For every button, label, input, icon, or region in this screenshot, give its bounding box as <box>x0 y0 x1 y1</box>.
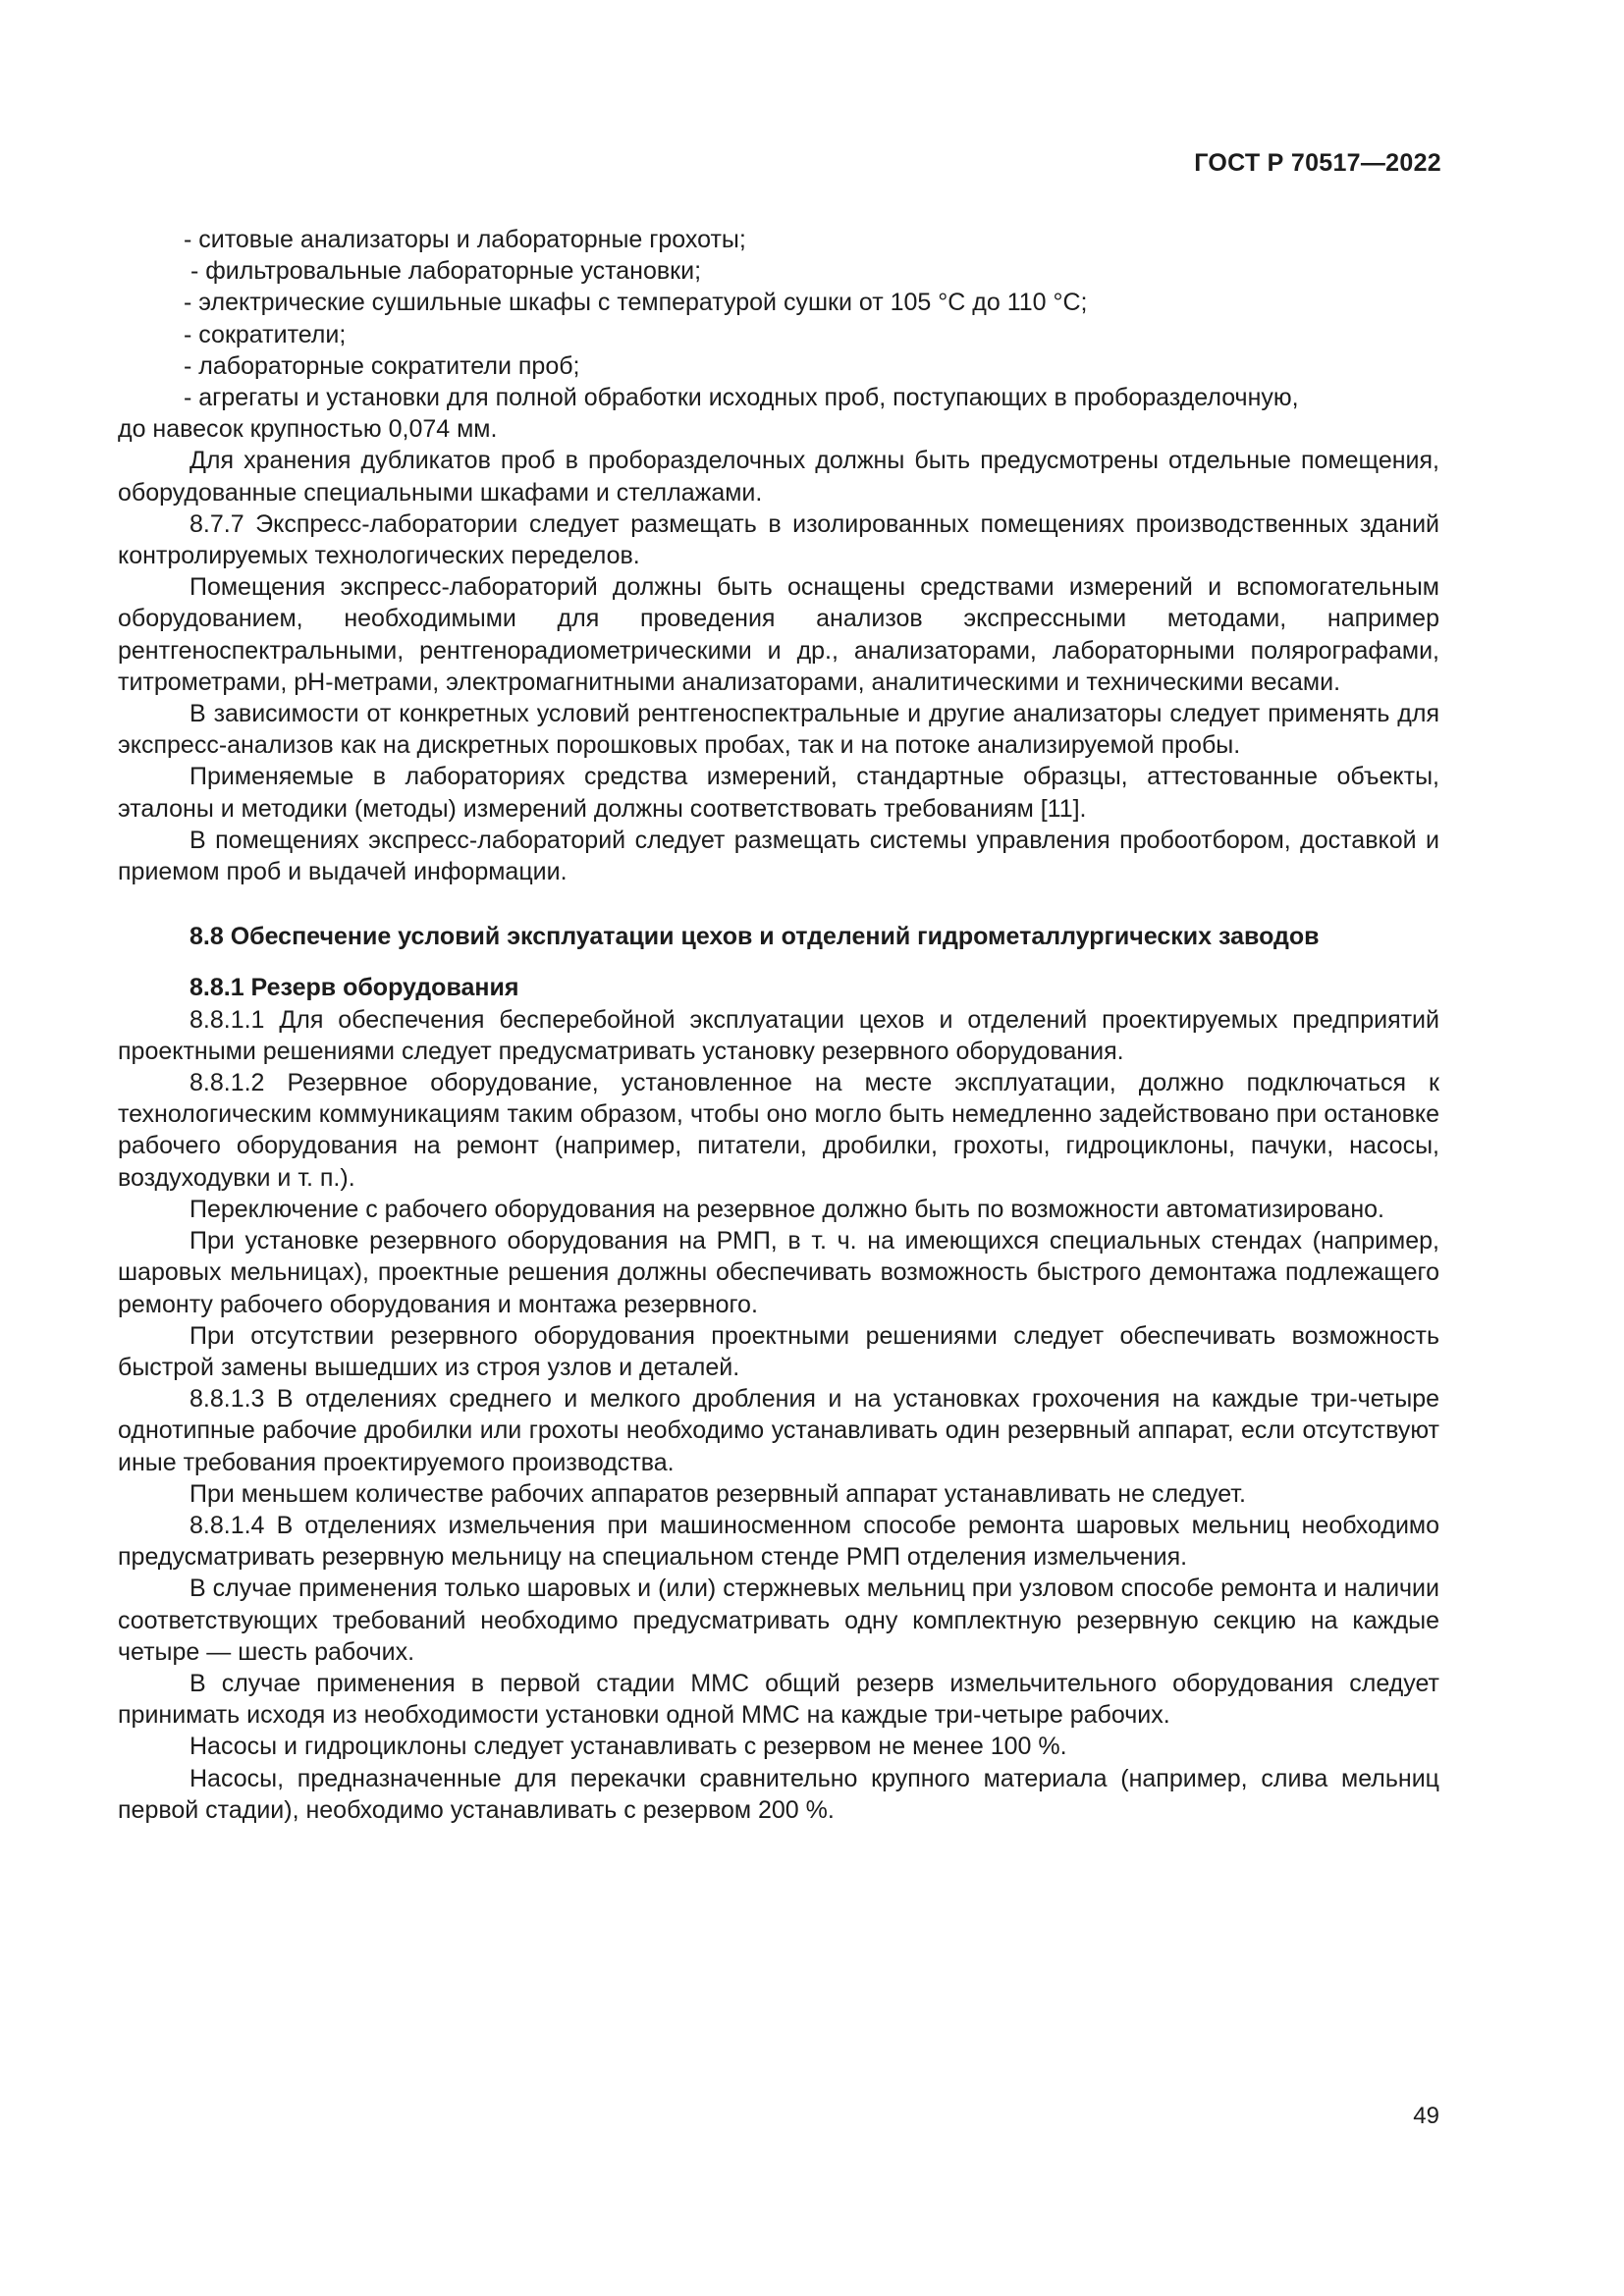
list-item: - фильтровальные лабораторные установки; <box>184 257 702 286</box>
paragraph: 8.7.7 Экспресс-лаборатории следует размещать в изолированных помещениях производственных зданий контролируемых технологических переделов. <box>118 509 1439 570</box>
paragraph: Применяемые в лабораториях средства измерений, стандартные образцы, аттестованные объекты, эталоны и методики (методы) измерений должны соответствовать требованиям [11]. <box>118 763 1439 823</box>
paragraph: Помещения экспресс-лабораторий должны быть оснащены средствами измерений и вспомогательным оборудованием, необходимыми для проведения анализов экспрессными методами, например рентгеноспектральными, рентгенорадиометрическими и др., анализаторами, лабораторными полярографами, титрометрами, рН-метрами, электромагнитными анализаторами, аналитическими и техническими весами. <box>118 573 1439 696</box>
list-item: - электрические сушильные шкафы с температурой сушки от 105 °С до 110 °С; <box>184 289 1088 317</box>
paragraph: При установке резервного оборудования на РМП, в т. ч. на имеющихся специальных стендах (например, шаровых мельницах), проектные решения должны обеспечивать возможность быстрого демонтажа подлежащего ремонту рабочего оборудования и монтажа резервного. <box>118 1227 1439 1318</box>
paragraph: 8.8.1.1 Для обеспечения бесперебойной эксплуатации цехов и отделений проектируемых предприятий проектными решениями следует предусматривать установку резервного оборудования. <box>118 1005 1439 1065</box>
paragraph: В случае применения только шаровых и (или) стержневых мельниц при узловом способе ремонта и наличии соответствующих требований необходимо предусматривать одну комплектную резервную секцию на каждые четыре — шесть рабочих. <box>118 1575 1439 1666</box>
list-item-continuation: до навесок крупностью 0,074 мм. <box>118 415 498 444</box>
list-item: - ситовые анализаторы и лабораторные грохоты; <box>184 226 746 253</box>
list-item: - агрегаты и установки для полной обработки исходных проб, поступающих в проборазделочную, <box>184 384 1299 412</box>
paragraph: В помещениях экспресс-лабораторий следует размещать системы управления пробоотбором, доставкой и приемом проб и выдачей информации. <box>118 826 1439 886</box>
paragraph: При меньшем количестве рабочих аппаратов резервный аппарат устанавливать не следует. <box>189 1479 1246 1508</box>
document-id-header: ГОСТ Р 70517—2022 <box>1194 149 1441 177</box>
list-item: - лабораторные сократители проб; <box>184 351 580 380</box>
list-item: - сократители; <box>184 320 347 348</box>
subsection-heading: 8.8.1 Резерв оборудования <box>189 974 519 1002</box>
paragraph: В случае применения в первой стадии ММС общий резерв измельчительного оборудования следует принимать исходя из необходимости установки одной ММС на каждые три-четыре рабочих. <box>118 1669 1439 1730</box>
section-heading: 8.8 Обеспечение условий эксплуатации цехов и отделений гидрометаллургических заводов <box>189 923 1320 951</box>
paragraph: При отсутствии резервного оборудования проектными решениями следует обеспечивать возможность быстрой замены вышедших из строя узлов и деталей. <box>118 1321 1439 1381</box>
paragraph: Насосы и гидроциклоны следует устанавливать с резервом не менее 100 %. <box>189 1733 1067 1761</box>
paragraph: В зависимости от конкретных условий рентгеноспектральные и другие анализаторы следует применять для экспресс-анализов как на дискретных порошковых пробах, так и на потоке анализируемой пробы. <box>118 700 1439 760</box>
paragraph: Насосы, предназначенные для перекачки сравнительно крупного материала (например, слива мельниц первой стадии), необходимо устанавливать с резервом 200 %. <box>118 1764 1439 1824</box>
paragraph: 8.8.1.2 Резервное оборудование, установленное на месте эксплуатации, должно подключаться к технологическим коммуникациям таким образом, чтобы оно могло быть немедленно задействовано при остановке рабочего оборудования на ремонт (например, питатели, дробилки, грохоты, гидроциклоны, пачуки, насосы, воздуходувки и т. п.). <box>118 1069 1439 1192</box>
page-number: 49 <box>1413 2103 1439 2129</box>
page-body <box>118 224 1439 1826</box>
paragraph: Переключение с рабочего оборудования на резервное должно быть по возможности автоматизировано. <box>189 1195 1384 1223</box>
paragraph: 8.8.1.3 В отделениях среднего и мелкого дробления и на установках грохочения на каждые три-четыре однотипные рабочие дробилки или грохоты необходимо устанавливать один резервный аппарат, если отсутствуют иные требования проектируемого производства. <box>118 1385 1439 1476</box>
paragraph: Для хранения дубликатов проб в проборазделочных должны быть предусмотрены отдельные помещения, оборудованные специальными шкафами и стеллажами. <box>118 447 1439 507</box>
paragraph: 8.8.1.4 В отделениях измельчения при машиносменном способе ремонта шаровых мельниц необходимо предусматривать резервную мельницу на специальном стенде РМП отделения измельчения. <box>118 1511 1439 1572</box>
